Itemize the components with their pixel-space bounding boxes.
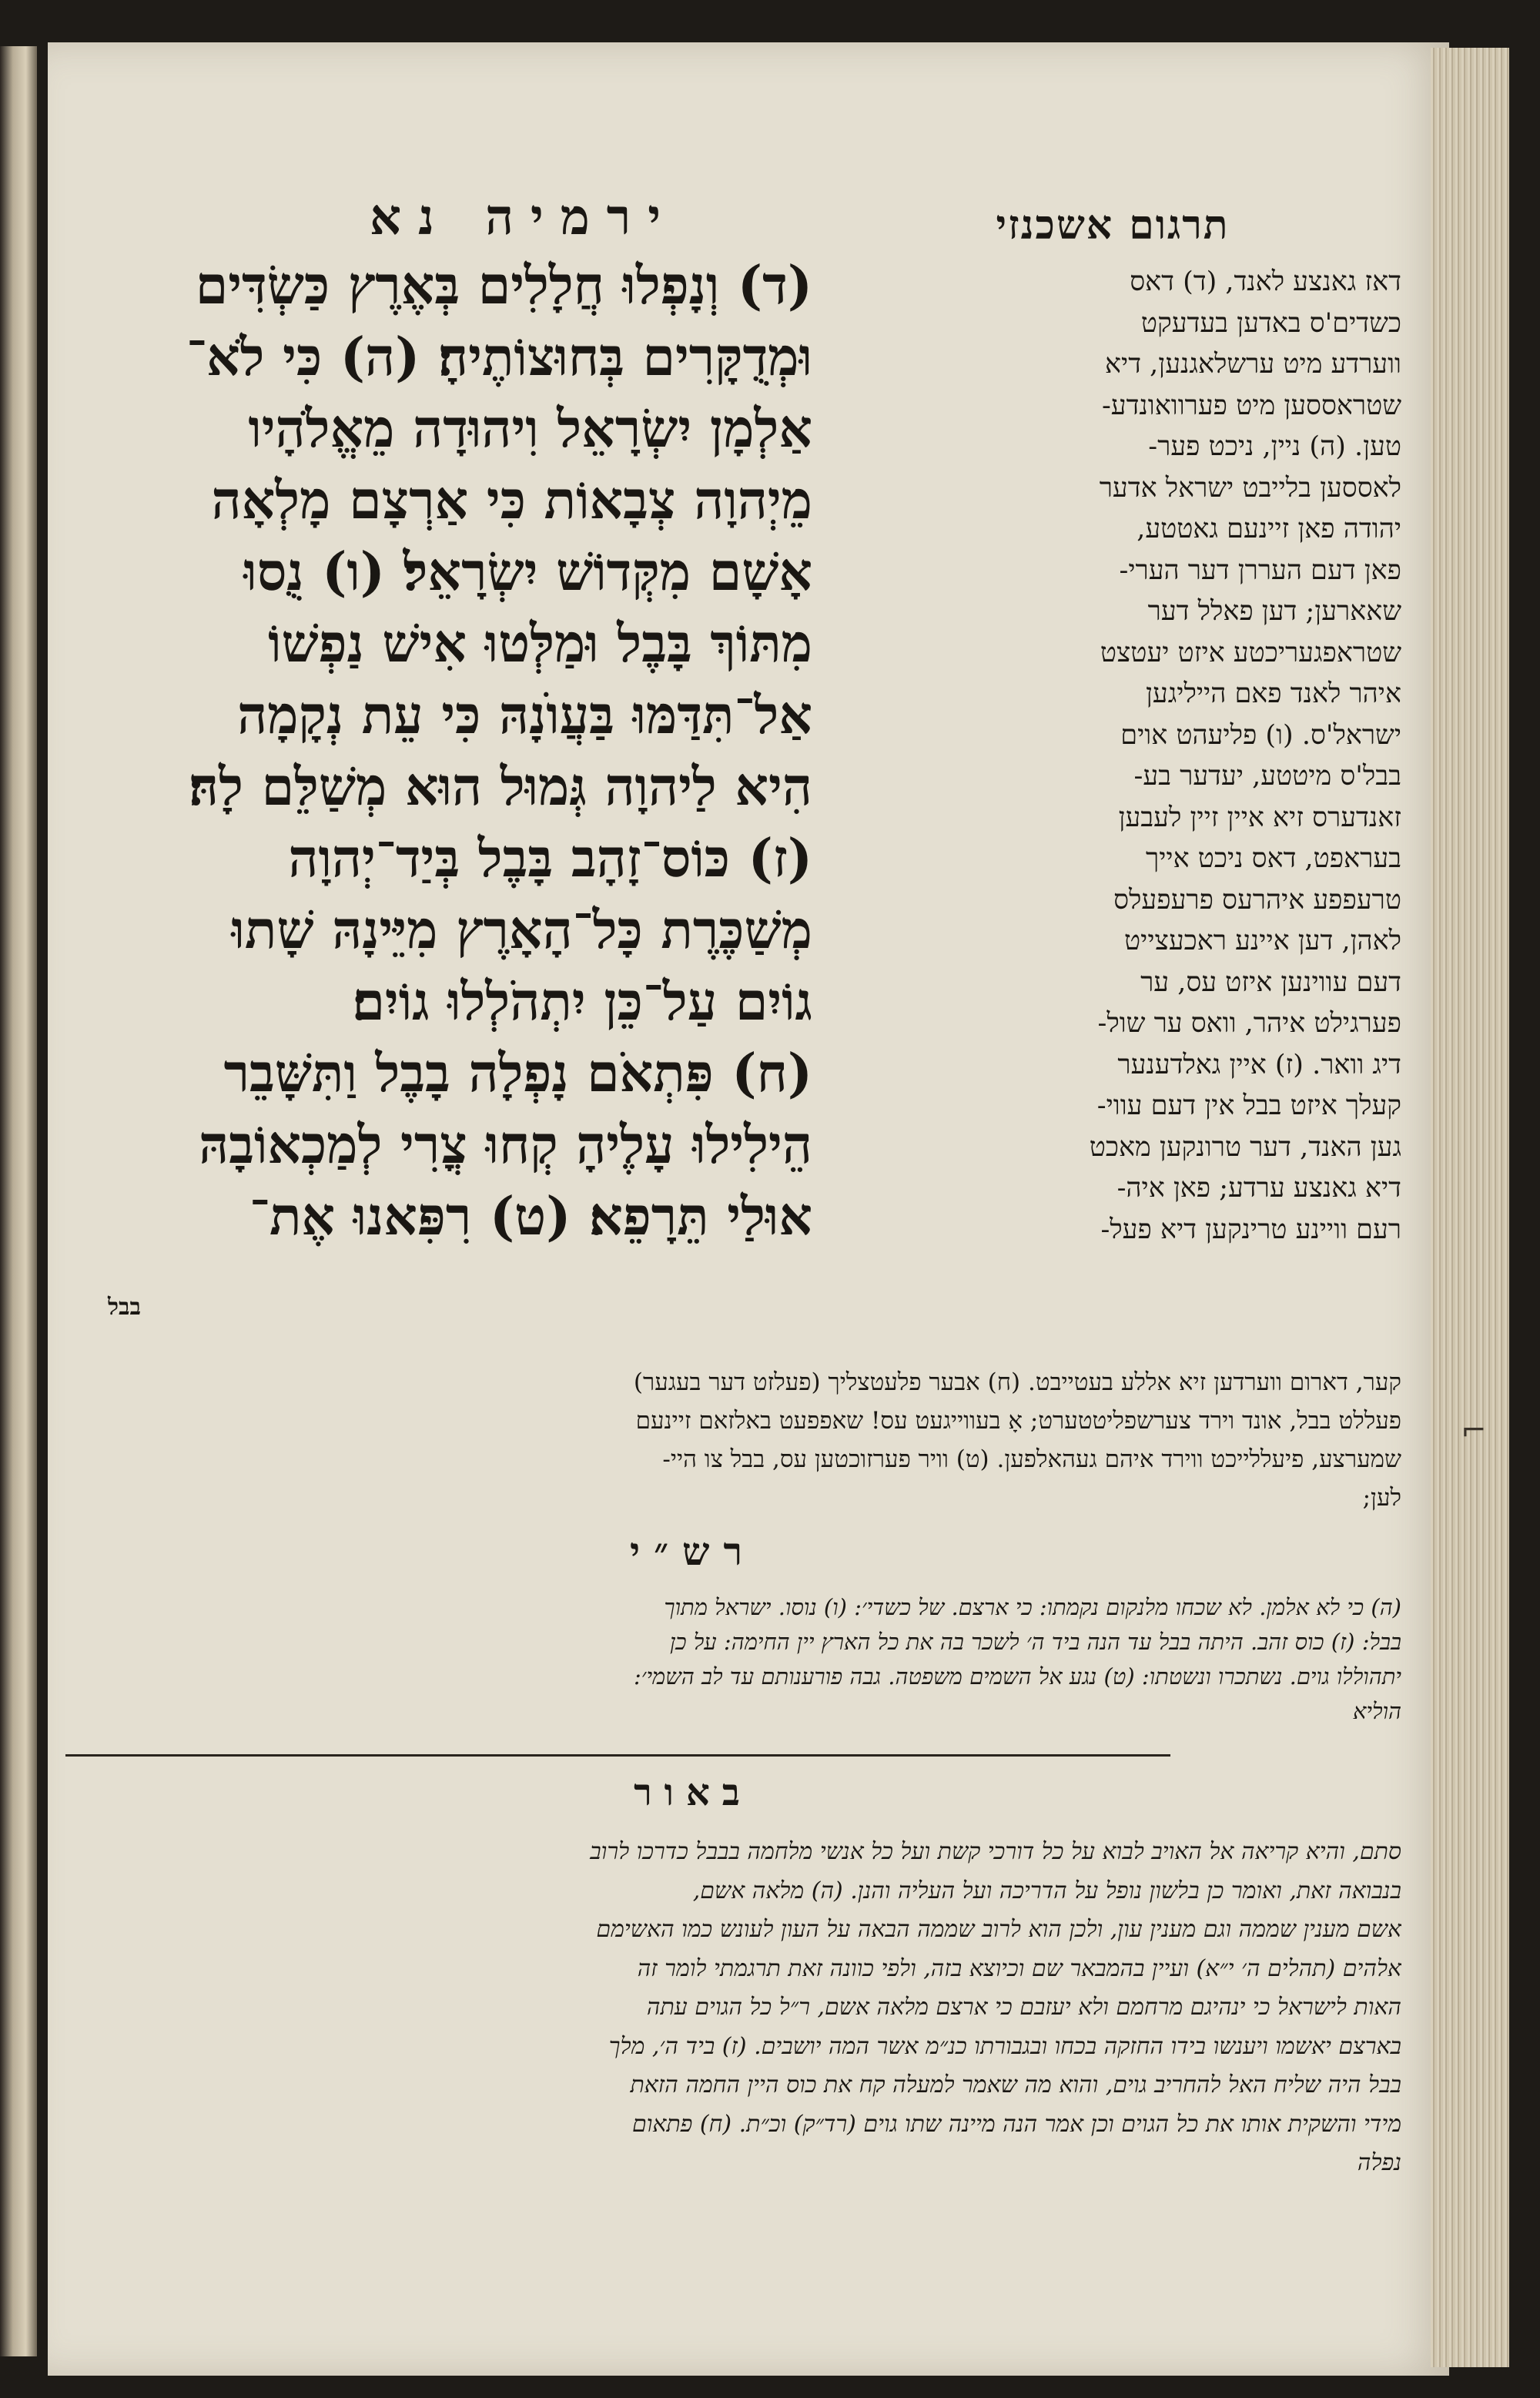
translation-continuation (65, 1363, 1401, 1517)
translation-line: טען. (ה) ניין, ניכט פער- (1148, 431, 1401, 462)
translation-line: איהר לאנד פאם הייליגען (1146, 678, 1401, 709)
verse-line: אַל־תִּדַּמּוּ בַּעֲוֺנָהּ כִּי עֵת נְקָמָה (237, 685, 812, 746)
biur-line: בארצם יאשמו ויענשו בידו החזקה בכחו ובגבורתו כנ״מ אשר המה יושבים. (ז) ביד ה׳, מלך (608, 2032, 1401, 2060)
translation-line: לאססען בלייבט ישראל אדער (1099, 472, 1401, 504)
verse-line: הֵילִילוּ עָלֶיהָ קְחוּ צֳרִי לְמַכְאוֹבָהּ (199, 1114, 812, 1176)
biur-line: בבל היה שליח האל להחריב גוים, והוא מה שאמר למעלה קח את כוס היין החמה הזאת (630, 2071, 1401, 2098)
verse-line: מִתּוֹךְ בָּבֶל וּמַלְּטוּ אִישׁ נַפְשׁוֹ (268, 613, 812, 675)
divider (65, 1754, 1170, 1757)
translation-line: שאארען; דען פאלל דער (1147, 596, 1401, 627)
translation-line: קעלך איזט בבל אין דעם עווי- (1096, 1090, 1401, 1121)
translation-line: בבל'ס מיטטע, יעדער בע- (1133, 761, 1401, 792)
biur-line: סתם, והיא קריאה אל האויב לבוא על כל דורכי קשת ועל כל אנשי מלחמה בבבל כדרכו לרוב (590, 1838, 1401, 1865)
verse-line: גוֹיִם עַל־כֵּן יִתְהֹלְלוּ גוֹיִם׃ (352, 971, 812, 1033)
rashi-line: הוליא (1353, 1698, 1401, 1724)
verse-line: (ז) כּוֹס־זָהָב בָּבֶל בְּיַד־יְהוָה (288, 828, 812, 889)
binding-edge (0, 46, 37, 2356)
margin-mark: ⌐ (1461, 1413, 1487, 1449)
verse-line: (ד) וְנָפְלוּ חֲלָלִים בְּאֶרֶץ כַּשְׂדִּים (195, 255, 812, 316)
translation-line: טרעפפע איהרעס פרעפעלס (1113, 884, 1401, 916)
continuation-line: שמערצע, פיעללייכט ווירד איהם געהאלפען. (ט) וויר פערזוכטען עס, בבל צו היי- (662, 1445, 1401, 1473)
translation-line: שטראססען מיט פערוואונדע- (1101, 390, 1401, 421)
translation-line: זאנדערס זיא איין זיין לעבען (1118, 802, 1401, 833)
translation-line: לאהן, דען איינע ראכעצייט (1124, 926, 1401, 956)
verse-line: אָשָׁם מִקְּדוֹשׁ יִשְׂרָאֵל׃ (ו) נֻסוּ (243, 541, 812, 603)
continuation-line: פעללט בבל, אונד וירד צערשפליטטערט; אָ בעווייגעט עס! שאפפעט באלזאם זיינעם (635, 1407, 1401, 1435)
translation-line: גען האנד, דער טרונקען מאכט (1089, 1131, 1401, 1163)
verse-line: אַלְמָן יִשְׂרָאֵל וִיהוּדָה מֵאֱלֹהָיו (248, 398, 812, 460)
verse-line: וּמְדֻקָּרִים בְּחוּצוֹתֶיהָ׃ (ה) כִּי לֹא־ (186, 327, 812, 388)
translation-line: שטראפגעריכטע איזט יעטצט (1100, 637, 1401, 668)
biur-line: אלהים (תהלים ה׳ י״א) ועיין בהמבאר שם וכיוצא בזה, ולפי כוונה זאת תרגמתי לומר זה (637, 1954, 1401, 1982)
translation-line: כשדים'ס באדען בעדעקט (1140, 307, 1401, 339)
catchword: בבל (108, 1294, 141, 1321)
biur-line: אשם מענין שממה וגם מענין עון, ולכן הוא לרוב שממה הבאה על העון לעונש כמו האשימם (596, 1916, 1401, 1943)
translation-line: יהודה פאן זיינעם גאטטע, (1137, 514, 1401, 544)
page-edges (1431, 48, 1509, 2367)
biur-line: מידי והשקית אותו את כל הגוים וכן אמר הנה מיינה שתו גוים (רד״ק) וכ״ת. (ח) פתאום (631, 2110, 1401, 2138)
biur-heading: באור (634, 1771, 752, 1814)
translation-line: ישראל'ס. (ו) פליעהט אוים (1120, 719, 1401, 751)
translation-line: דיא גאנצע ערדע; פאן איה- (1116, 1173, 1401, 1204)
continuation-line: לען; (1362, 1484, 1401, 1512)
rashi-commentary (65, 1590, 1401, 1729)
running-head-book: ירמיה נא (370, 189, 678, 246)
translation-line: דיג וואר. (ז) איין גאלדענער (1117, 1049, 1401, 1080)
biur-line: נפלה (1357, 2149, 1401, 2176)
translation-line: פאן דעם העררן דער הערי- (1119, 554, 1401, 586)
yiddish-translation-column (824, 262, 1401, 1251)
biur-commentary (65, 1833, 1401, 2183)
rashi-line: (ה) כי לא אלמן. לא שכחו מלנקום נקמתו: כי ארצם. של כשדי׳: (ו) נוסו. ישראל מתוך (664, 1594, 1401, 1620)
rashi-line: יתהוללו גוים. נשתכרו ונשטתו: (ט) נגע אל השמים משפטה. גבה פורענותם עד לב השמי׳: (633, 1663, 1401, 1690)
hebrew-verse-column (65, 250, 812, 1253)
translation-line: פערגילט איהר, וואס ער שול- (1097, 1008, 1401, 1039)
verse-line: אוּלַי תֵּרָפֵא׃ (ט) רִפִּאנוּ אֶת־ (249, 1186, 812, 1248)
verse-line: מְשַׁכֶּרֶת כָּל־הָאָרֶץ מִיֵּינָהּ שָׁתוּ (231, 899, 812, 961)
translation-line: דעם עווינען איזט עס, ער (1140, 966, 1401, 998)
verse-line: הִיא לַיהוָה גְּמוּל הוּא מְשַׁלֵּם לָהּ׃ (189, 756, 812, 818)
rashi-line: בבל: (ז) כוס זהב. היתה בבל עד הנה ביד ה׳ לשכר בה את כל הארץ יין החימה: על כן (669, 1629, 1401, 1655)
translation-line: דאז גאנצע לאנד, (ד) דאס (1130, 266, 1401, 297)
translation-line: בעראפט, דאס ניכט אייך (1146, 843, 1401, 874)
verse-line: (ח) פִּתְאֹם נָפְלָה בָבֶל וַתִּשָּׁבֵר (223, 1043, 812, 1104)
continuation-line: קער, דארום ווערדען זיא אללע בעטייבט. (ח) אבער פלעטצליך (פעלזט דער בעגער) (633, 1368, 1401, 1396)
translation-line: רעם וויינע טרינקען דיא פעל- (1100, 1214, 1401, 1245)
rashi-heading: רש״י (629, 1529, 757, 1574)
biur-line: האות לישראל כי ינהיגם מרחמם ולא יעזבם כי ארצם מלאה אשם, ר״ל כל הגוים עתה (646, 1994, 1401, 2021)
verse-line: מֵיְהוָה צְבָאוֹת כִּי אַרְצָם מָלְאָה (211, 470, 812, 531)
biur-line: בנבואה זאת, ואומר כן בלשון נופל על הדריכה ועל העליה והנן. (ה) מלאה אשם, (692, 1877, 1401, 1904)
running-head-translation: תרגום אשכנזי (996, 202, 1230, 249)
translation-line: ווערדע מיט ערשלאגנען, דיא (1105, 349, 1401, 380)
